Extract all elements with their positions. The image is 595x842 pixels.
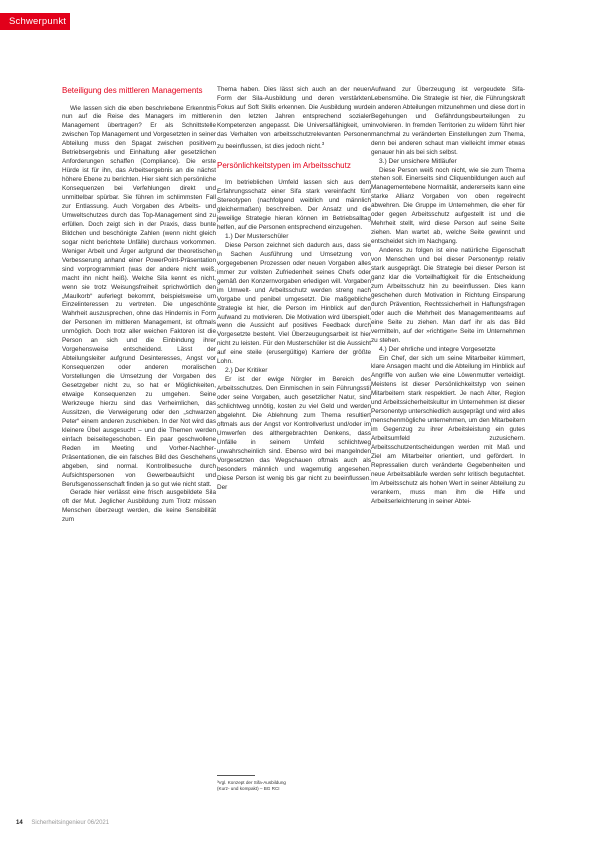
paragraph: Thema haben. Dies lässt sich auch an der neuen Form der Sila-Ausbildung und deren verstärkten Fokus auf Soft Skills erkennen. Die Ausbildung wurde in den letzten Jahren entsprechend sozialer Kompetenzen angepasst. Die Universalfähigkeit, um das Verhalten von arbeitsschutzrelevanten Personen zu beeinflussen, ist dies jedoch nicht.$^3$ <box>217 86 371 150</box>
paragraph: Aufwand zur Überzeugung ist vergeudete Sifa-Lebensmühe. Die Strategie ist hier, die Führungskraft in anderen Abteilungen mitzunehmen und diese dort in Begehungen und Gefährdungsbeurteilungen zu involvieren. In fremden Territorien zu wildern führt hier manchmal zu veränderten Einstellungen zum Thema, denn bei anderen schaut man vielleicht immer etwas genauer hin als bei sich selbst. <box>371 86 525 156</box>
section-tab: Schwerpunkt <box>0 13 70 30</box>
column-2 <box>217 86 371 493</box>
paragraph: Diese Person weiß noch nicht, wie sie zum Thema stehen soll. Einerseits sind Cliquenbildungen auch auf Managementebene Normalität, andererseits kann eine starke Allianz Vorgaben von oben regelrecht abwehren. Die Gruppe im Unternehmen, die eher für oder gegen Arbeitsschutz aufgestellt ist und die Mehrheit stellt, wird diese Person auf seine Seite ziehen. Man wartet ab, welche Seite gewinnt und entscheidet sich im Nachgang. <box>371 166 525 246</box>
paragraph: Anderes zu folgen ist eine natürliche Eigenschaft von Menschen und bei dieser Personentyp relativ stark ausgeprägt. Die Strategie bei dieser Person ist ganz klar die Vorteilhaftigkeit für die Entscheidung zum Arbeitsschutz hin zu beeinflussen. Dies kann geschehen durch Motivation in Richtung Einsparung durch Prävention, Rechtssicherheit in Haftungsfragen oder auch die Mehrheit des Managementteams auf eine Seite zu ziehen. Man darf ihr als das Bild vermitteln, auf der »richtigen« Seite im Unternehmen zu stehen. <box>371 247 525 344</box>
section-heading-management: Beteiligung des mittleren Managements <box>62 86 203 95</box>
section-heading-personality-types: Persönlichkeitstypen im Arbeitsschutz <box>217 160 351 170</box>
page-number: 14 <box>16 820 23 826</box>
paragraph: Im betrieblichen Umfeld lassen sich aus dem Erfahrungsschatz einer Sifa stark vereinfacht fünf Stereotypen (nachfolgend weiblich und männlich gleichermaßen) beschreiben. Der Ansatz und die jeweilige Strategie hieran können im Betriebsalltag helfen, auf die Personen entsprechend einzugehen. <box>217 179 371 232</box>
paragraph: Ein Chef, der sich um seine Mitarbeiter kümmert, klare Ansagen macht und die Abteilung im Hinblick auf Angriffe von außen wie eine Löwenmutter verteidigt. Meistens ist dieser Persönlichkeitstyp von seinen Mitarbeitern stark respektiert. Je nach Alter, Region und Arbeitssicherheitskultur im Unternehmen ist dieser Personentyp unterschiedlich ausgeprägt und wird alles menschenmögliche unternehmen, um den Mitarbeitern im Gegenzug zu ihrer Arbeitsleistung ein gutes Arbeitsumfeld zuzusichern. Arbeitsschutzentscheidungen werden mit Maß und Ziel am Mitarbeiter orientiert, und gefördert. In Repressalien durch veränderte Gegebenheiten und neue Arbeitsabläufe werden sehr kritisch begutachtet. Im Arbeitsschutz als hohen Wert in seiner Abteilung zu verankern, muss man ihm die Hilfe und Arbeitserleichterung in seiner Abtei- <box>371 354 525 505</box>
subheading-kritiker: 2.) Der Kritiker <box>225 367 268 375</box>
paragraph: Er ist der ewige Nörgler im Bereich des Arbeitsschutzes. Den Einmischen in sein Führungsstil oder seine Vorgaben, auch gesetzlicher Natur, sind schlichtweg unnötig, kosten zu viel Geld und werden abgelehnt. Die Ablehnung zum Thema resultiert oftmals aus der Angst vor Kontrollverlust und/oder im Umwerfen des althergebrachten Denkens, dass Unfälle in seinem Umfeld schlichtweg unwahrscheinlich sind. Ebenso wird bei mangelnden Vorgesetzten das Wegschauen oftmals auch als besonders männlich und wagemutig angesehen. Diese Person ist wenig bis gar nicht zu beeinflussen. Der <box>217 376 371 491</box>
footnote-divider <box>217 775 255 776</box>
magazine-name: Sicherheitsingenieur 06/2021 <box>31 820 110 826</box>
footnote: ³Vgl. Konzept der Sifa-Ausbildung (Kurz- und kompakt) – BG RCI <box>217 780 286 791</box>
paragraph: Gerade hier verlässt eine frisch ausgebildete Sila oft der Mut. Jeglicher Ausbildung zum Trotz müssen Menschen überzeugt werden, die keine Sensibilität zum <box>62 489 216 524</box>
subheading-integre-vorgesetzte: 4.) Der ehrliche und integre Vorgesetzte <box>379 345 496 353</box>
page-footer <box>16 819 109 827</box>
subheading-musterschueler: 1.) Der Musterschüler <box>225 233 289 240</box>
paragraph: Wie lassen sich die eben beschriebene Erkenntnis nun auf die Reise des Managers im mittleren Management übertragen? Er als Schnittstelle zwischen Top Management und Vorgesetzten in seiner Abteilung muss den Spagat zwischen positivem Betriebsergebnis und Einhaltung aller gesetzlichen Anforderungen schaffen (Compliance). Die erste Hürde ist für ihn, das Arbeitsergebnis an die nächst höhere Ebene zu berichten. Hier sieht sich persönliche Konsequenzen bei Verfehlungen direkt und unmittelbar spürbar. Sie führen im schlimmsten Fall zur Entlassung. Auch Vorgaben des Arbeits- und Umweltschutzes durch das Top-Management sind zu erfüllen. Doch zeigt sich in der Praxis, dass bunte Bildchen und beschönigte Zahlen (wenn nicht gleich sogar nicht berichtete Unfälle) durchaus vorkommen. Weniger Arbeit und Ärger aufgrund der theoretischen Verbesserung anhand einer PowerPoint-Präsentation sind vorprogrammiert (was der andere nicht weiß, macht ihn nicht heiß). Welche Sila kennt es nicht, wenn sie trotz Weisungsfreiheit sprichwörtlich den „Maulkorb“ auferlegt bekommt, beispielsweise um Einzelinteressen zu vertreten. Die ungeschönte Wahrheit auszusprechen, ohne das Hindernis in Form der Personen im mittleren Management, ist oftmals unmöglich. Doch trotz aller weichen Faktoren ist die Person an sich und die Einbindung ihrer Vorgehensweise entscheidend. Lässt der Abteilungsleiter aufgrund Desinteresses, Angst vor Konsequenzen oder anderen moralischen Vorstellungen die Umsetzung der Vorgaben des Gesetzgeber nicht zu, so hat er Möglichkeiten, etwaige Konsequenzen zu umgehen. Seine Werkzeuge hierzu sind das Verheimlichen, das Aussitzen, die Verweigerung oder den „schwarzen Peter“ einem anderen zuschieben. In der Not wird das kleinere Übel ausgesucht – und die Themen werden einfach beiseitegeschoben. Ein paar geschwollene Reden im Meeting und Vorher-Nachher-Präsentationen, die ein falsches Bild des Geschehens abgeben, sind normal. Kontrollbesuche durch Aufsichtspersonen von Gewerbeaufsicht und Berufsgenossenschaft finden ja so gut wie nicht statt. <box>62 104 216 488</box>
paragraph: Diese Person zeichnet sich dadurch aus, dass sie in Sachen Ausführung und Umsetzung von vorgegebenen Prozessen oder neuen Vorgaben alles immer zur vollsten Zufriedenheit seines Chefs oder gemäß den Konzernvorgaben erledigen will. Vorgaben im Umwelt- und Arbeitsschutz werden streng nach Vorgabe und penibel umgesetzt. Die maßgebliche Strategie ist hier, die Person im Hinblick auf den Aufwand zu motivieren. Die Motivation wird überspielt, wenn die Aussicht auf positives Feedback durch Vorgesetzte besteht. Viel Überzeugungsarbeit ist hier nicht zu leisten. Für den Musterschüler ist die Aussicht auf eine steile (erusergültige) Karriere der größte Lohn. <box>217 241 371 366</box>
subheading-mitlaeufer: 3.) Der unsichere Mitläufer <box>379 157 457 165</box>
footnote-reference: 3 <box>321 140 325 146</box>
column-3 <box>371 86 525 507</box>
column-1 <box>62 86 216 525</box>
